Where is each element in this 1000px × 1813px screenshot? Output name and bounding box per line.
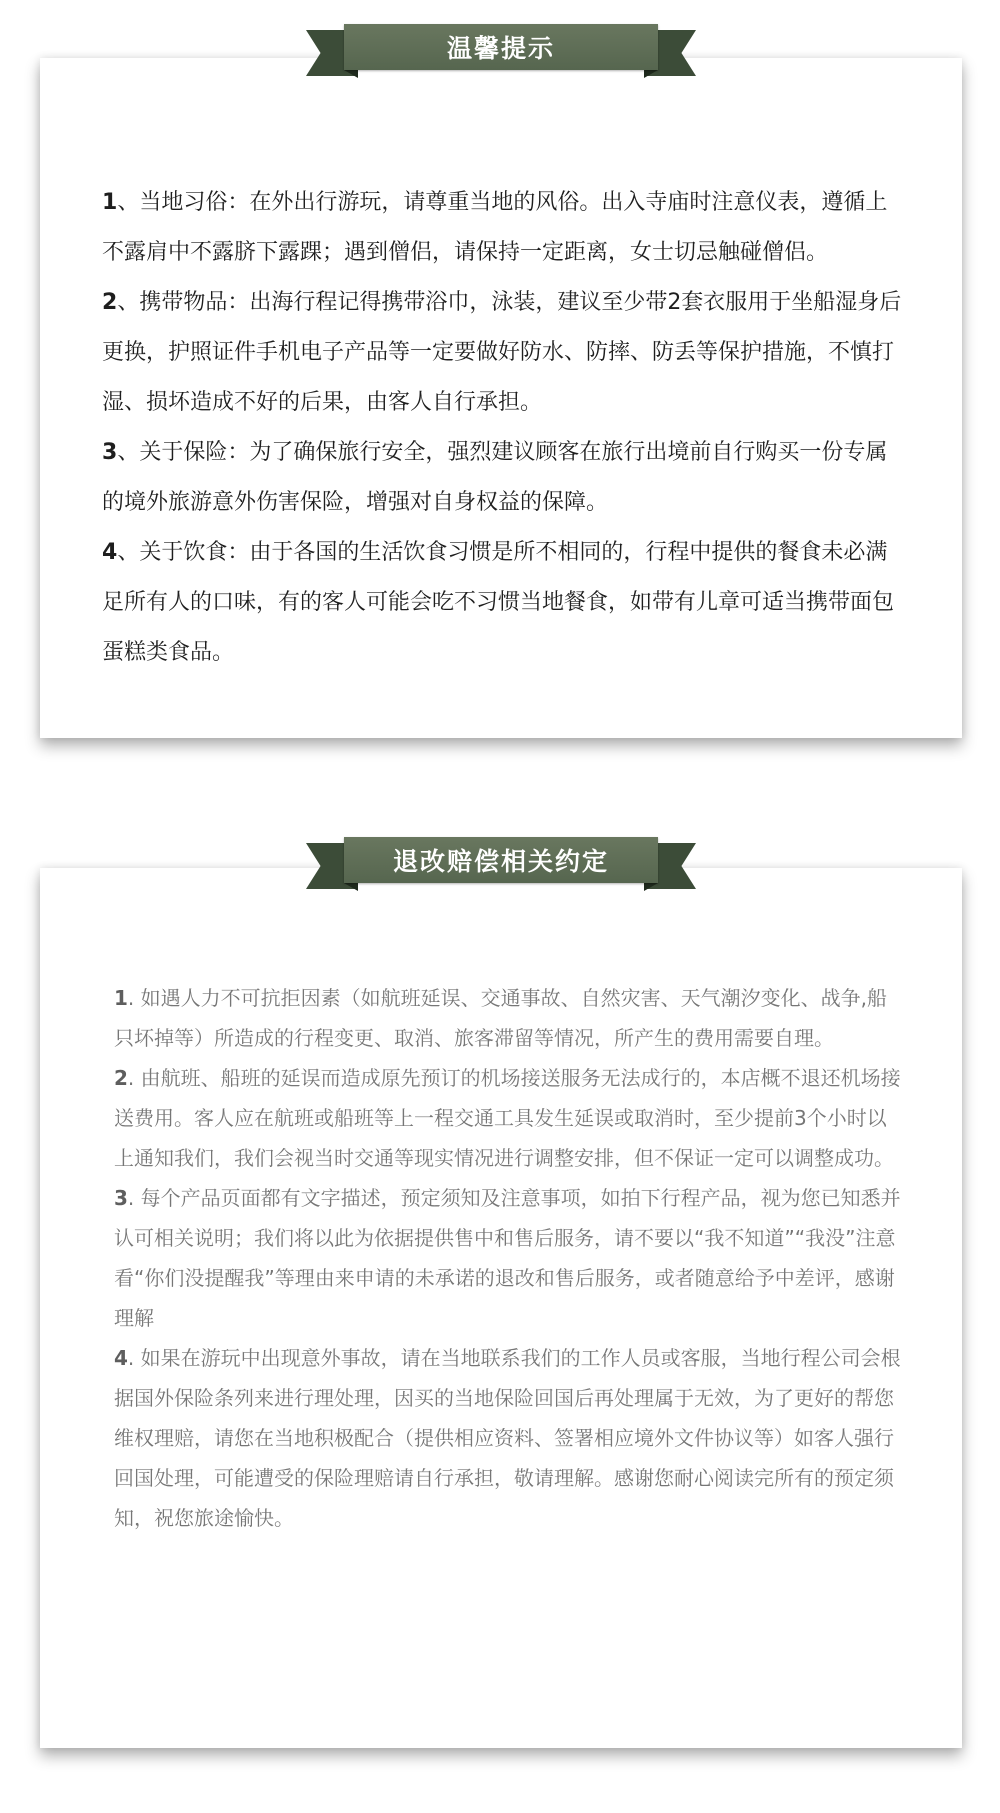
policy-item-number: 3 (114, 1186, 128, 1210)
ribbon-fold-right (644, 70, 658, 78)
policy-title: 退改赔偿相关约定 (344, 837, 658, 883)
notice-item (102, 528, 902, 678)
policy-item-text: . 如遇人力不可抗拒因素（如航班延误、交通事故、自然灾害、天气潮汐变化、战争,船只坏掉等）所造成的行程变更、取消、旅客滞留等情况，所产生的费用需要自理。 (114, 986, 887, 1050)
notice-item-text: 、携带物品：出海行程记得携带浴巾，泳装，建议至少带2套衣服用于坐船湿身后更换，护照证件手机电子产品等一定要做好防水、防摔、防丢等保护措施，不慎打湿、损坏造成不好的后果，由客人自行承担。 (102, 290, 902, 415)
notice-item-number: 2 (102, 290, 118, 315)
notice-list (102, 178, 902, 678)
ribbon-fold-left (344, 70, 358, 78)
notice-card (40, 34, 962, 738)
notice-title-ribbon (306, 24, 696, 70)
policy-item-text: . 如果在游玩中出现意外事故，请在当地联系我们的工作人员或客服，当地行程公司会根据国外保险条列来进行理处理，因买的当地保险回国后再处理属于无效，为了更好的帮您维权理赔，请您在当地积极配合（提供相应资料、签署相应境外文件协议等）如客人强行回国处理，可能遭受的保险理赔请自行承担，敬请理解。感谢您耐心阅读完所有的预定须知，祝您旅途愉快。 (114, 1346, 901, 1530)
notice-item (102, 428, 902, 528)
notice-item-number: 3 (102, 440, 118, 465)
notice-item-text: 、当地习俗：在外出行游玩，请尊重当地的风俗。出入寺庙时注意仪表，遵循上不露肩中不露脐下露踝；遇到僧侣，请保持一定距离，女士切忌触碰僧侣。 (102, 190, 888, 265)
policy-item (114, 1338, 904, 1538)
notice-item-text: 、关于保险：为了确保旅行安全，强烈建议顾客在旅行出境前自行购买一份专属的境外旅游意外伤害保险，增强对自身权益的保障。 (102, 440, 888, 515)
notice-item-number: 1 (102, 190, 118, 215)
notice-item (102, 278, 902, 428)
notice-item (102, 178, 902, 278)
policy-item (114, 1058, 904, 1178)
ribbon-fold-left (344, 883, 358, 891)
policy-item-number: 4 (114, 1346, 128, 1370)
notice-title: 温馨提示 (344, 24, 658, 70)
notice-item-number: 4 (102, 540, 118, 565)
policy-title-ribbon (306, 837, 696, 883)
policy-item-number: 2 (114, 1066, 128, 1090)
policy-card (40, 847, 962, 1748)
policy-item-text: . 由航班、船班的延误而造成原先预订的机场接送服务无法成行的，本店概不退还机场接送费用。客人应在航班或船班等上一程交通工具发生延误或取消时，至少提前3个小时以上通知我们，我们会视当时交通等现实情况进行调整安排，但不保证一定可以调整成功。 (114, 1066, 901, 1170)
policy-item-text: . 每个产品页面都有文字描述，预定须知及注意事项，如拍下行程产品，视为您已知悉并认可相关说明；我们将以此为依据提供售中和售后服务，请不要以“我不知道”“我没”注意看“你们没提醒我”等理由来申请的未承诺的退改和售后服务，或者随意给予中差评，感谢理解 (114, 1186, 901, 1330)
notice-item-text: 、关于饮食：由于各国的生活饮食习惯是所不相同的，行程中提供的餐食未必满足所有人的口味，有的客人可能会吃不习惯当地餐食，如带有儿章可适当携带面包蛋糕类食品。 (102, 540, 895, 665)
policy-item (114, 1178, 904, 1338)
policy-item (114, 978, 904, 1058)
policy-item-number: 1 (114, 986, 128, 1010)
policy-list (114, 978, 904, 1538)
ribbon-fold-right (644, 883, 658, 891)
